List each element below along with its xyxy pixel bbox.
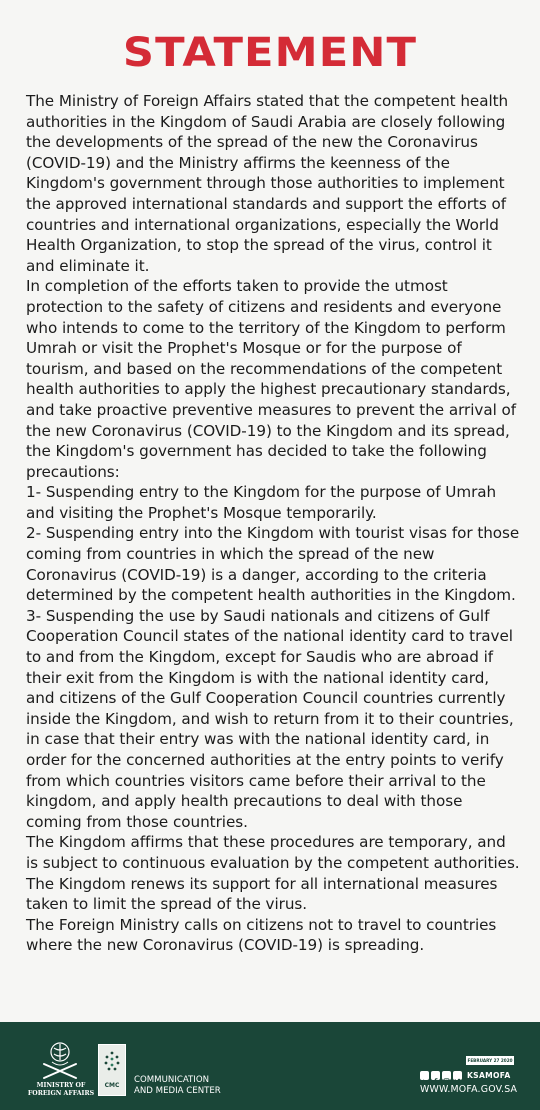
paragraph-support: The Kingdom renews its support for all international measures taken to limit the spread of the virus. (26, 874, 498, 914)
precaution-item-1: 1- Suspending entry to the Kingdom for the purpose of Umrah and visiting the Prophet's Mosque temporarily. (26, 483, 497, 522)
social-row (420, 1069, 520, 1081)
website-link[interactable]: WWW.MOFA.GOV.SA (420, 1084, 518, 1095)
youtube-icon[interactable] (420, 1071, 429, 1080)
media-center-line1: COMMUNICATION (134, 1075, 210, 1085)
media-center-label (134, 1075, 254, 1096)
precaution-item-3: 3- Suspending the use by Saudi nationals and citizens of Gulf Cooperation Council states of the national identity card to travel to and from the Kingdom, except for Saudis who are abroad if their exit from the Kingdom is with the national identity card, and citizens of the Gulf Cooperation Council countries currently inside the Kingdom, and wish to return from it to their countries, in case that their entry was with the national identity card, in order for the concerned authorities at the entry points to verify from which countries visitors came before their arrival to the kingdom, and apply health precautions to deal with those coming from those countries. (26, 606, 514, 831)
ministry-label-line2: FOREIGN AFFAIRS (27, 1089, 95, 1097)
paragraph-context: In completion of the efforts taken to provide the utmost protection to the safety of citizens and residents and everyone who intends to come to the territory of the Kingdom to perform Umrah or visit the Prophet's Mosque or for the purpose of tourism, and based on the recommendations of the competent health authorities to apply the highest precautionary standards, and take proactive preventive measures to prevent the arrival of the new Coronavirus (COVID-19) to the Kingdom and its spread, the Kingdom's government has decided to take the following precautions: (26, 277, 517, 481)
paragraph-temporary: The Kingdom affirms that these procedures are temporary, and is subject to continuous evaluation by the competent authorities. (26, 833, 520, 872)
cmc-dots-icon (103, 1050, 121, 1072)
social-handle[interactable]: KSAMOFA (467, 1070, 511, 1080)
footer-bar (0, 1022, 540, 1110)
ministry-label (22, 1082, 100, 1097)
facebook-icon[interactable] (431, 1071, 440, 1080)
saudi-emblem-icon (36, 1038, 84, 1082)
media-center-line2: AND MEDIA CENTER (134, 1085, 221, 1096)
cmc-abbrev: CMC (104, 1082, 120, 1089)
ministry-label-line1: MINISTRY OF (36, 1082, 86, 1089)
date-badge: FEBRUARY 27 2020 (467, 1058, 513, 1063)
cmc-logo (98, 1044, 126, 1096)
paragraph-travel-advice: The Foreign Ministry calls on citizens not to travel to countries where the new Coronavirus (COVID-19) is spreading. (26, 915, 497, 955)
paragraph-intro: The Ministry of Foreign Affairs stated that the competent health authorities in the Kingdom of Saudi Arabia are closely following the developments of the spread of the new the Coronavirus (COVID-19) and the Ministry affirms the keenness of the Kingdom's government through those authorities to implement the approved international standards and support the efforts of countries and international organizations, especially the World Health Organization, to stop the spread of the virus, control it and eliminate it. (26, 92, 509, 275)
page-title: STATEMENT (122, 30, 418, 76)
twitter-icon[interactable] (453, 1071, 462, 1080)
instagram-icon[interactable] (442, 1071, 451, 1080)
precaution-item-2: 2- Suspending entry into the Kingdom with tourist visas for those coming from countries in which the spread of the new Coronavirus (COVID-19) is a danger, according to the criteria determined by the competent health authorities in the Kingdom. (26, 524, 520, 605)
statement-body (26, 91, 522, 956)
